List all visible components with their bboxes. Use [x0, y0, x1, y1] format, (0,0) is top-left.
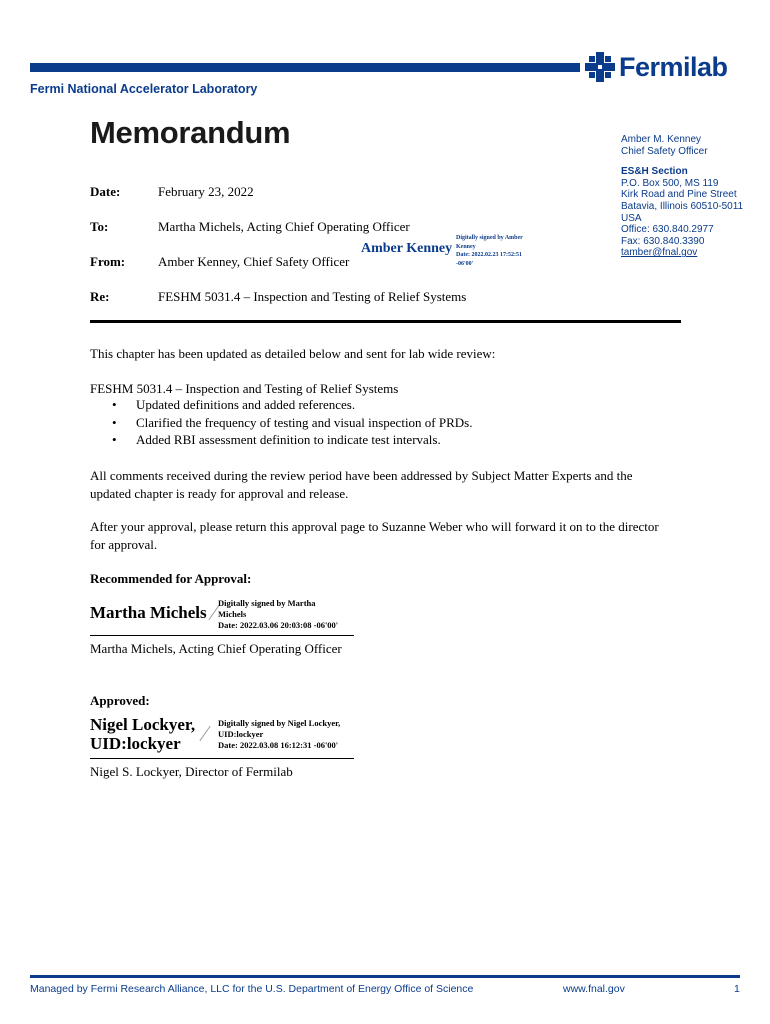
- footer-managed-by: Managed by Fermi Research Alliance, LLC for the U.S. Department of Energy Office of Science: [30, 983, 474, 995]
- contact-block: [621, 134, 770, 259]
- from-signature-meta-3: Date: 2022.02.23 17:52:51: [456, 252, 522, 258]
- approved-signature-line: [90, 758, 354, 759]
- from-signature-name: Amber Kenney: [361, 241, 453, 256]
- recommended-meta-2: Michels: [218, 609, 247, 619]
- comments-paragraph: All comments received during the review period have been addressed by Subject Matter Experts and the updated chapter is ready for approval and release.: [90, 468, 633, 501]
- contact-email-link[interactable]: tamber@fnal.gov: [621, 247, 698, 259]
- approved-meta-2: UID:lockyer: [218, 729, 264, 739]
- logo-text: Fermilab: [619, 51, 728, 82]
- contact-section: ES&H Section: [621, 166, 688, 178]
- from-signature-meta-4: -06'00': [456, 260, 474, 267]
- contact-address3: Batavia, Illinois 60510-5011: [621, 200, 744, 212]
- header-bar: [30, 63, 580, 72]
- re-label: Re:: [90, 289, 110, 304]
- from-signature-meta-1: Digitally signed by Amber: [456, 235, 523, 241]
- doc-title: FESHM 5031.4 – Inspection and Testing of Relief Systems: [90, 381, 399, 396]
- approved-signature-name: [90, 715, 195, 753]
- approved-meta-3: Date: 2022.03.08 16:12:31 -06'00': [218, 740, 339, 750]
- approved-signature-name-line2: UID:lockyer: [90, 734, 181, 753]
- header-divider: [90, 320, 681, 323]
- recommended-signature-line: [90, 635, 354, 636]
- contact-office: Office: 630.840.2977: [621, 224, 714, 236]
- from-signature-meta: [456, 234, 523, 268]
- approved-heading: Approved:: [90, 693, 150, 708]
- contact-name: Amber M. Kenney: [621, 134, 702, 145]
- date-label: Date:: [90, 184, 121, 199]
- intro-paragraph: This chapter has been updated as detailed below and sent for lab wide review:: [90, 346, 496, 361]
- contact-address1: P.O. Box 500, MS 119: [621, 177, 719, 189]
- memo-title: Memorandum: [90, 115, 291, 150]
- date-value: February 23, 2022: [158, 184, 254, 199]
- to-value: Martha Michels, Acting Chief Operating Officer: [158, 219, 410, 234]
- from-signature-meta-2: Kenney: [456, 243, 476, 250]
- recommended-meta-3: Date: 2022.03.06 20:03:08 -06'00': [218, 620, 339, 630]
- footer-website-link[interactable]: www.fnal.gov: [563, 983, 625, 995]
- from-value: Amber Kenney, Chief Safety Officer: [158, 254, 350, 269]
- approval-paragraph: After your approval, please return this approval page to Suzanne Weber who will forward it on to the director for approval.: [90, 519, 659, 552]
- approved-signature-meta: [218, 718, 340, 751]
- change-list: [112, 396, 472, 449]
- footer-bar: [30, 975, 740, 978]
- contact-address2: Kirk Road and Pine Street: [621, 189, 737, 201]
- contact-fax: Fax: 630.840.3390: [621, 235, 705, 247]
- fermilab-logo: [585, 50, 745, 84]
- from-label: From:: [90, 254, 126, 269]
- signature-slash-icon: [199, 726, 210, 741]
- recommended-heading: Recommended for Approval:: [90, 571, 252, 586]
- contact-country: USA: [621, 212, 642, 224]
- list-item: • Updated definitions and added references.: [112, 396, 472, 414]
- page-number: 1: [734, 983, 740, 995]
- contact-role: Chief Safety Officer: [621, 145, 708, 157]
- lab-name: Fermi National Accelerator Laboratory: [30, 82, 258, 96]
- approved-signer: Nigel S. Lockyer, Director of Fermilab: [90, 764, 293, 779]
- to-label: To:: [90, 219, 109, 234]
- re-value: FESHM 5031.4 – Inspection and Testing of Relief Systems: [158, 289, 467, 304]
- recommended-signature-name: Martha Michels: [90, 603, 207, 622]
- fermilab-logo-icon: [585, 52, 615, 82]
- approved-signature-name-line1: Nigel Lockyer,: [90, 715, 196, 734]
- recommended-signer: Martha Michels, Acting Chief Operating Officer: [90, 641, 342, 656]
- approved-meta-1: Digitally signed by Nigel Lockyer,: [218, 718, 341, 728]
- recommended-meta-1: Digitally signed by Martha: [218, 598, 316, 608]
- list-item: • Clarified the frequency of testing and visual inspection of PRDs.: [112, 414, 472, 432]
- recommended-signature-meta: [218, 598, 338, 631]
- list-item: • Added RBI assessment definition to indicate test intervals.: [112, 431, 472, 449]
